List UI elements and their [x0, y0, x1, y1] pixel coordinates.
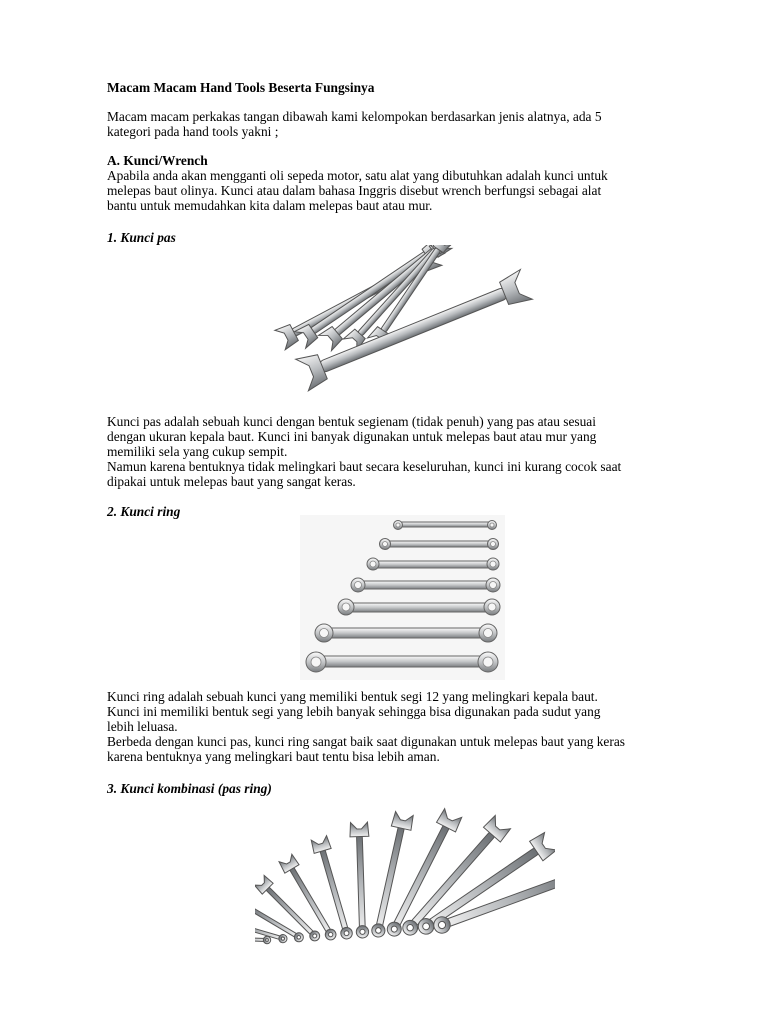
item2-line: karena bentuknya yang melingkari baut tentu bisa lebih aman. [107, 749, 440, 764]
document-title: Macam Macam Hand Tools Beserta Fungsinya [107, 80, 375, 95]
section-a-heading: A. Kunci/Wrench [107, 153, 208, 168]
item1-line: Namun karena bentuknya tidak melingkari baut secara keseluruhan, kunci ini kurang cocok saat [107, 459, 622, 474]
section-a-line: bantu untuk memudahkan kita dalam melepas baut atau mur. [107, 198, 433, 213]
item2-heading: 2. Kunci ring [107, 504, 181, 519]
intro-line: kategori pada hand tools yakni ; [107, 124, 279, 139]
item2-line: Kunci ring adalah sebuah kunci yang memiliki bentuk segi 12 yang melingkari kepala baut. [107, 689, 598, 704]
item1-line: dengan ukuran kepala baut. Kunci ini banyak digunakan untuk melepas baut atau mur yang [107, 429, 597, 444]
intro-line: Macam macam perkakas tangan dibawah kami kelompokan berdasarkan jenis alatnya, ada 5 [107, 109, 602, 124]
item2-line: Berbeda dengan kunci pas, kunci ring sangat baik saat digunakan untuk melepas baut yang keras [107, 734, 625, 749]
combination-wrench-image [255, 795, 555, 955]
section-a-line: Apabila anda akan mengganti oli sepeda motor, satu alat yang dibutuhkan adalah kunci untuk [107, 168, 608, 183]
item2-line: lebih leluasa. [107, 719, 178, 734]
section-a-line: melepas baut olinya. Kunci atau dalam bahasa Inggris disebut wrench berfungsi sebagai alat [107, 183, 602, 198]
item2-line: Kunci ini memiliki bentuk segi yang lebih banyak sehingga bisa digunakan pada sudut yang [107, 704, 601, 719]
item1-heading: 1. Kunci pas [107, 230, 176, 245]
item1-line: memiliki sela yang cukup sempit. [107, 444, 288, 459]
open-end-wrench-image [270, 245, 540, 395]
item1-line: dipakai untuk melepas baut yang sangat keras. [107, 474, 356, 489]
item1-line: Kunci pas adalah sebuah kunci dengan bentuk segienam (tidak penuh) yang pas atau sesuai [107, 414, 596, 429]
section-a-body [107, 168, 608, 213]
item3-heading: 3. Kunci kombinasi (pas ring) [107, 781, 272, 796]
intro-paragraph [107, 109, 602, 139]
combination-wrench [425, 857, 555, 940]
ring-wrench-image [300, 515, 505, 680]
item1-body [107, 414, 621, 489]
item2-body [107, 689, 625, 764]
